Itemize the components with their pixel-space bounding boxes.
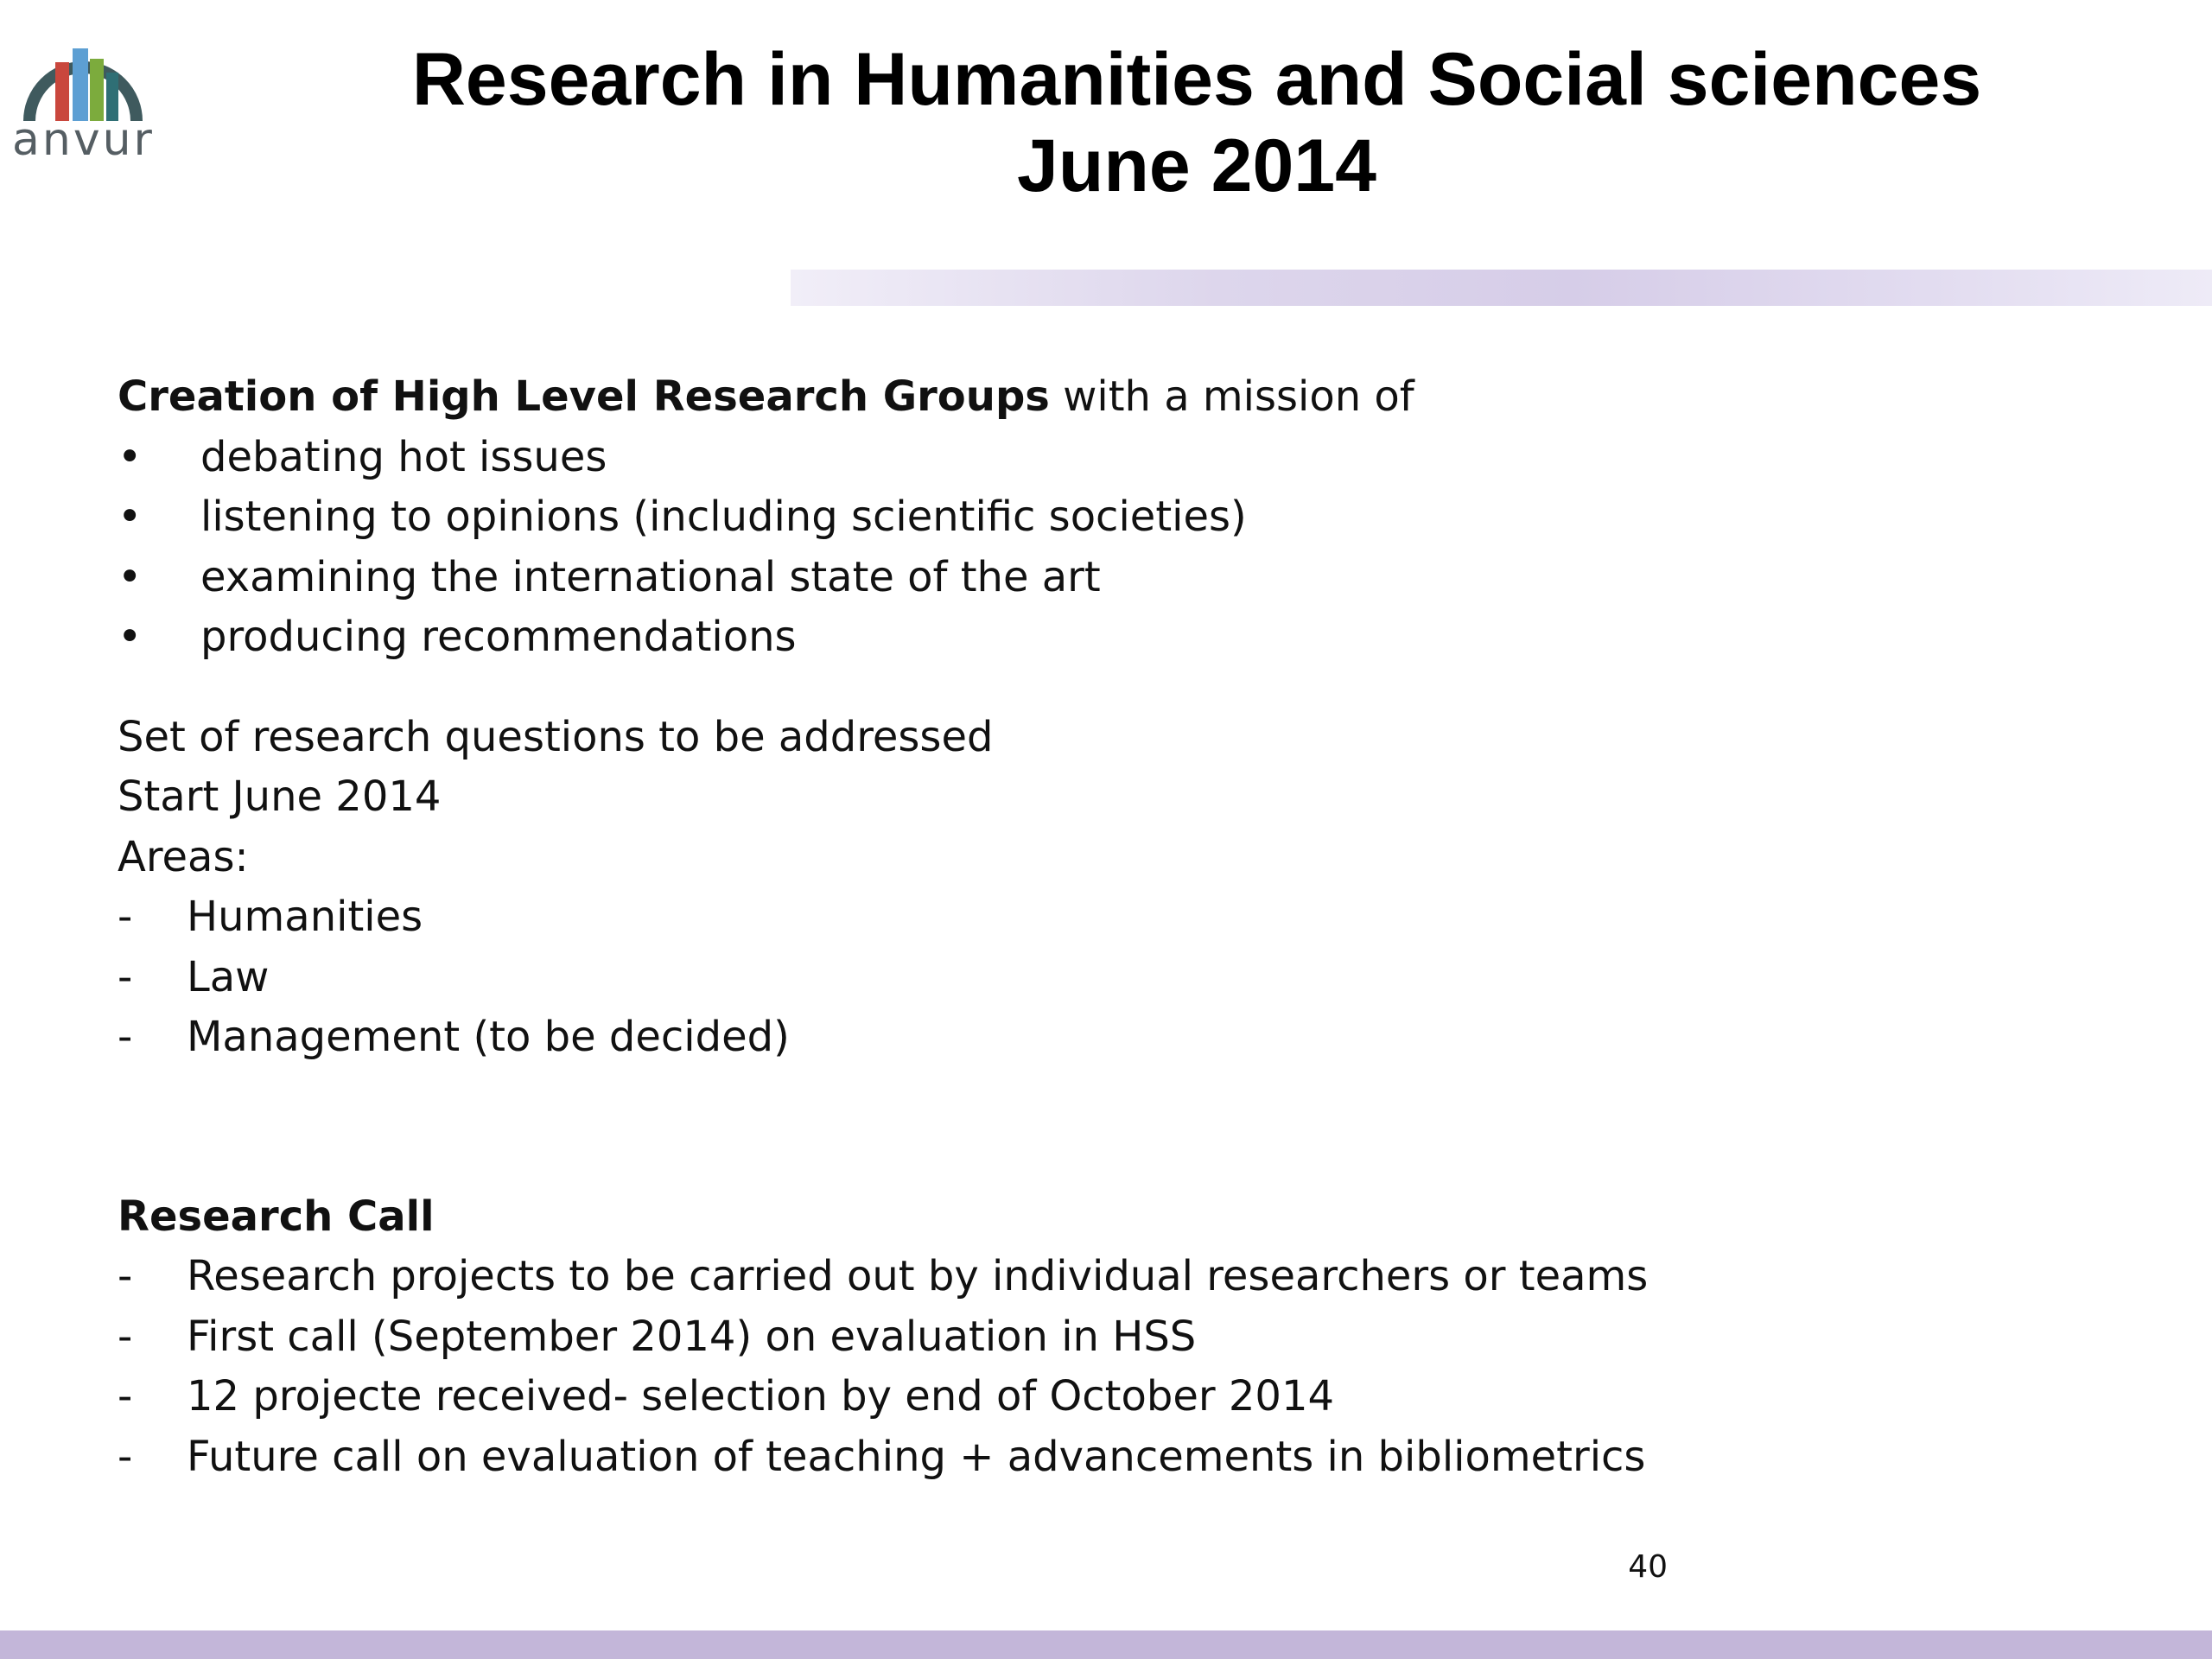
area-item bbox=[118, 887, 2105, 948]
area-item bbox=[118, 948, 2105, 1008]
list-item bbox=[118, 607, 2105, 668]
section-1-heading-rest: with a mission of bbox=[1049, 372, 1414, 421]
bottom-accent-band bbox=[0, 1630, 2212, 1659]
title-line-2: June 2014 bbox=[1017, 124, 1376, 207]
logo-red-book bbox=[55, 62, 69, 121]
areas-label: Areas: bbox=[118, 832, 249, 881]
list-item bbox=[118, 548, 2105, 608]
research-questions-line: Set of research questions to be addressed bbox=[118, 712, 994, 761]
books-logo-icon bbox=[21, 43, 150, 121]
call-item bbox=[118, 1307, 2105, 1368]
research-call-heading: Research Call bbox=[118, 1192, 435, 1241]
dash-marker: - bbox=[118, 893, 133, 941]
area-item bbox=[118, 1007, 2105, 1068]
anvur-logo bbox=[12, 43, 159, 164]
list-item-text: producing recommendations bbox=[200, 613, 797, 661]
list-item-text: examining the international state of the art bbox=[200, 552, 1101, 601]
spacer bbox=[118, 668, 2105, 708]
bullet-marker: • bbox=[118, 613, 143, 661]
bullet-marker: • bbox=[118, 432, 143, 481]
call-item bbox=[118, 1427, 2105, 1488]
logo-wordmark: anvur bbox=[12, 114, 155, 166]
call-item-text: First call (September 2014) on evaluation in HSS bbox=[187, 1312, 1197, 1361]
logo-blue-book bbox=[73, 48, 88, 121]
call-item-text: Research projects to be carried out by individual researchers or teams bbox=[187, 1252, 1649, 1300]
slide-title bbox=[294, 36, 2100, 209]
title-gradient-bar bbox=[791, 270, 2212, 306]
list-item bbox=[118, 487, 2105, 548]
dash-marker: - bbox=[118, 1312, 133, 1361]
title-line-1: Research in Humanities and Social sciences bbox=[411, 38, 1982, 121]
bullet-marker: • bbox=[118, 552, 143, 601]
call-item-text: 12 projecte received- selection by end of October 2014 bbox=[187, 1372, 1335, 1421]
area-item-text: Management (to be decided) bbox=[187, 1013, 790, 1061]
list-item-text: listening to opinions (including scientific societies) bbox=[200, 493, 1247, 541]
page-number: 40 bbox=[1628, 1549, 1668, 1585]
dash-marker: - bbox=[118, 1013, 133, 1061]
area-item-text: Law bbox=[187, 952, 270, 1001]
list-item bbox=[118, 428, 2105, 488]
call-item bbox=[118, 1247, 2105, 1307]
dash-marker: - bbox=[118, 1372, 133, 1421]
section-1-heading bbox=[118, 367, 2105, 428]
dash-marker: - bbox=[118, 952, 133, 1001]
slide-content bbox=[118, 367, 2105, 1487]
dash-marker: - bbox=[118, 1432, 133, 1481]
spacer bbox=[118, 1068, 2105, 1187]
list-item-text: debating hot issues bbox=[200, 432, 607, 481]
bullet-marker: • bbox=[118, 493, 143, 541]
call-item bbox=[118, 1367, 2105, 1427]
call-item-text: Future call on evaluation of teaching + advancements in bibliometrics bbox=[187, 1432, 1646, 1481]
start-date-line: Start June 2014 bbox=[118, 772, 442, 821]
dash-marker: - bbox=[118, 1252, 133, 1300]
logo-green-book bbox=[90, 59, 104, 121]
section-1-heading-bold: Creation of High Level Research Groups bbox=[118, 372, 1050, 421]
area-item-text: Humanities bbox=[187, 893, 423, 941]
